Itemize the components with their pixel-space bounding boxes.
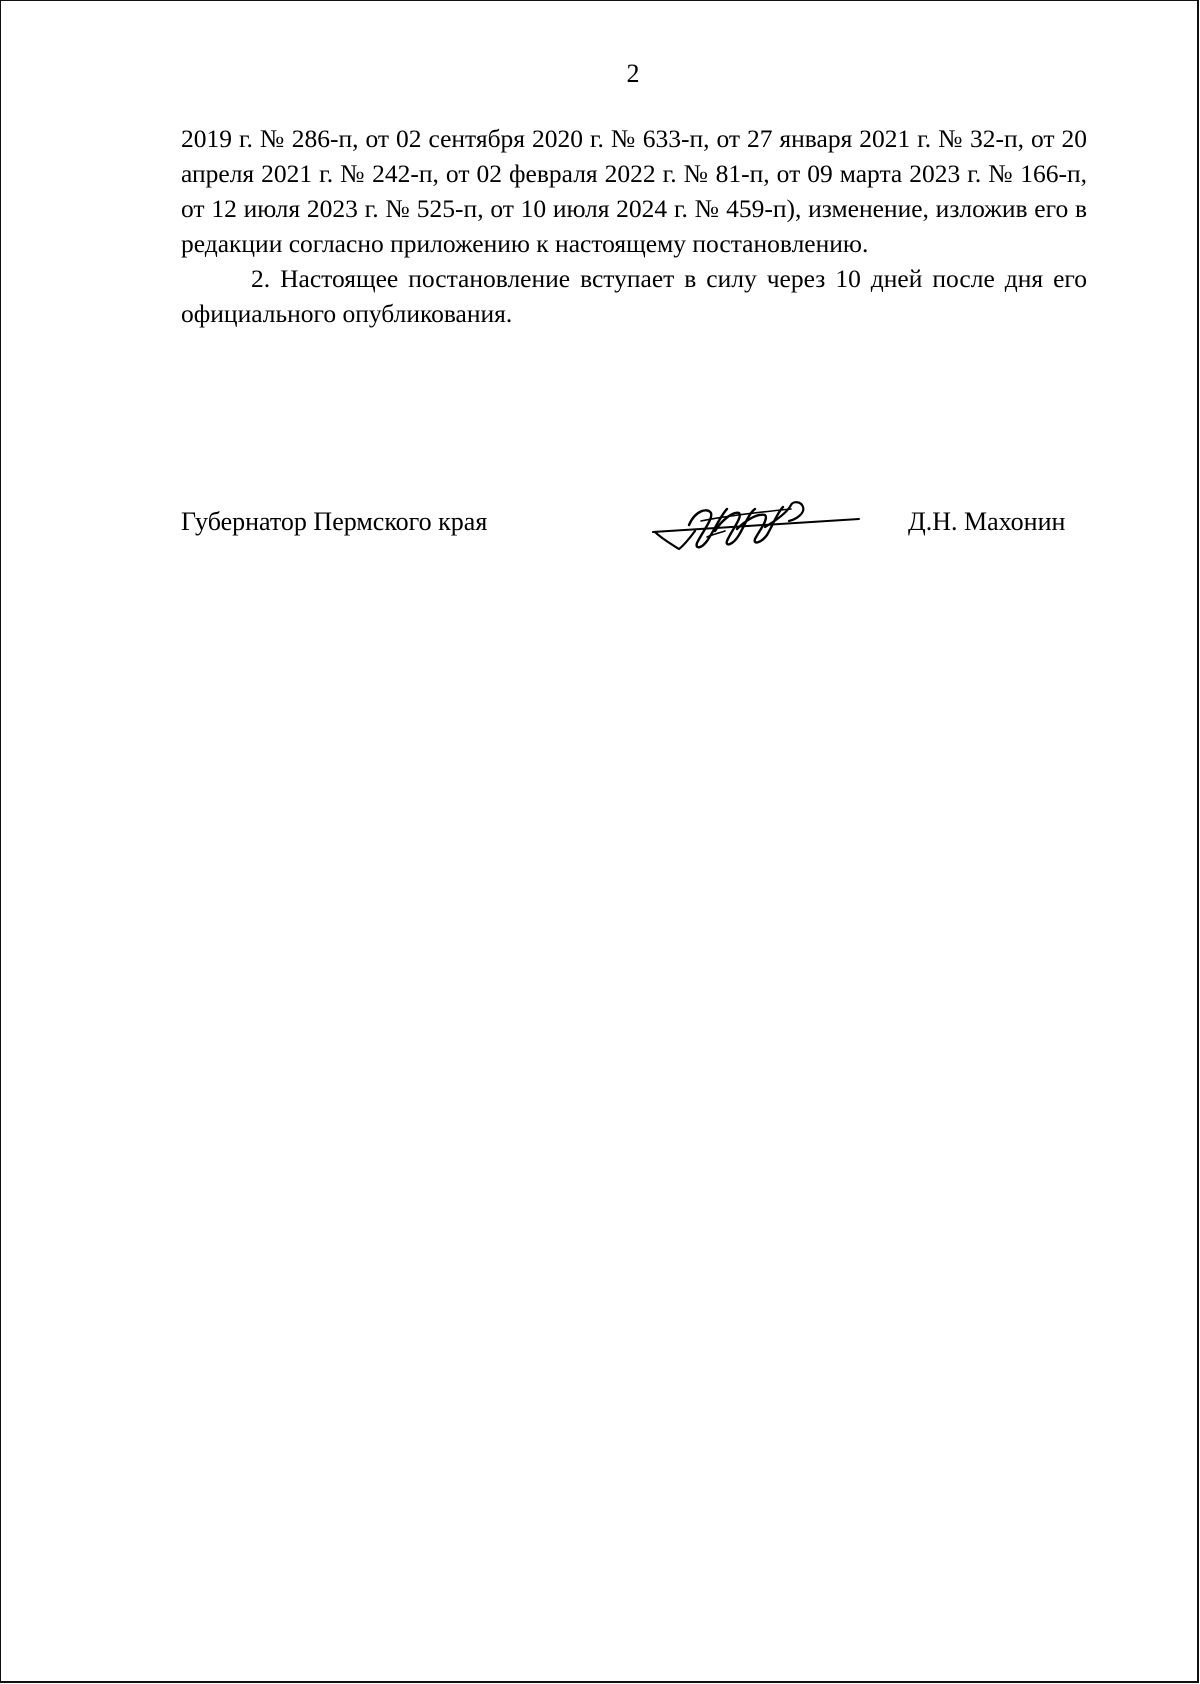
handwritten-signature <box>641 491 866 561</box>
document-body <box>181 121 1087 331</box>
paragraph-amendment-list: 2019 г. № 286-п, от 02 сентября 2020 г. № 633-п, от 27 января 2021 г. № 32-п, от 20 апреля 2021 г. № 242-п, от 02 февраля 2022 г. № 81-п, от 09 марта 2023 г. № 166-п, от 12 июля 2023 г. № 525-п, от 10 июля 2024 г. № 459-п), изменение, изложив его в редакции согласно приложению к настоящему постановлению. <box>181 124 1087 258</box>
paragraph-entry-into-force: 2. Настоящее постановление вступает в силу через 10 дней после дня его официального опубликования. <box>181 264 1087 328</box>
page-number: 2 <box>626 59 640 88</box>
signatory-position: Губернатор Пермского края <box>181 507 488 536</box>
signature-block <box>1 491 1197 571</box>
signatory-name: Д.Н. Махонин <box>908 507 1066 536</box>
